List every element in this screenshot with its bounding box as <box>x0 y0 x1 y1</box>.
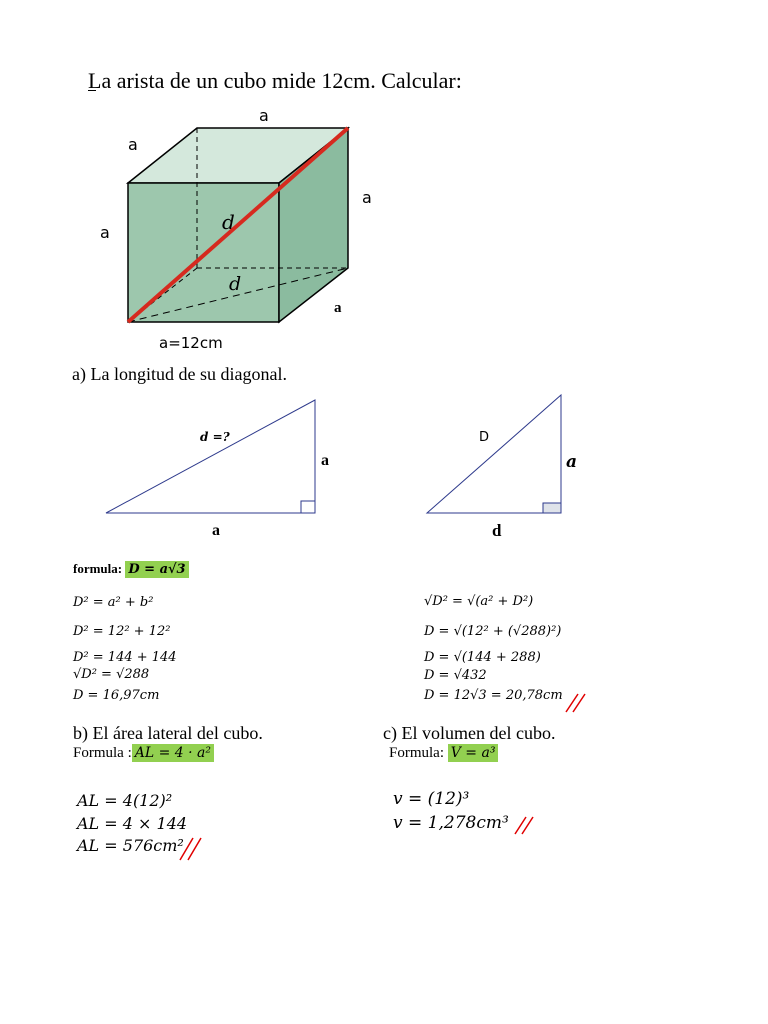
triangle-2-right-angle <box>543 503 561 513</box>
triangle-2-base-label: d <box>492 521 502 540</box>
triangle-2-shape <box>427 395 561 513</box>
triangle-1-hypotenuse-label: d =? <box>200 430 230 444</box>
triangle-1-vertical-label: a <box>321 452 329 469</box>
formula-a-label: formula: <box>73 561 123 576</box>
left-step-4: √D² = √288 <box>73 667 150 682</box>
left-step-3: D² = 144 + 144 <box>73 650 177 665</box>
formula-a-expression: D = a√3 <box>125 561 188 578</box>
cube-label-top: a <box>259 106 269 125</box>
part-b-heading: b) El área lateral del cubo. <box>73 723 263 743</box>
volume-step-2: v = 1,278cm³ <box>393 813 509 833</box>
part-a-heading: a) La longitud de su diagonal. <box>72 364 287 384</box>
volume-step-1: v = (12)³ <box>393 789 470 809</box>
area-step-2: AL = 4 × 144 <box>77 814 188 833</box>
triangle-2-vertical-label: a <box>566 452 578 472</box>
right-step-3: D = √(144 + 288) <box>424 650 541 665</box>
check-mark-diagonal <box>566 694 585 712</box>
check-mark-volume <box>515 817 533 834</box>
triangle-1-base-label: a <box>212 522 220 539</box>
formula-b-expression: AL = 4 · a² <box>132 744 214 762</box>
triangle-1-shape <box>106 400 315 513</box>
right-step-1: √D² = √(a² + D²) <box>424 594 534 609</box>
left-step-1: D² = a² + b² <box>73 595 154 610</box>
area-step-1: AL = 4(12)² <box>77 791 173 810</box>
right-step-4: D = √432 <box>424 668 487 683</box>
formula-a <box>73 561 189 577</box>
right-step-2: D = √(12² + (√288)²) <box>424 624 562 639</box>
cube-label-left: a <box>100 223 110 242</box>
triangle-2-hypotenuse-label: D <box>479 430 490 445</box>
check-marks <box>180 694 585 860</box>
formula-b-label: Formula : <box>73 745 132 761</box>
face-diagonal-label: d <box>229 273 242 295</box>
formula-b <box>73 745 214 762</box>
page-title: La arista de un cubo mide 12cm. Calcular: <box>88 68 462 93</box>
left-step-5: D = 16,97cm <box>73 688 160 703</box>
formula-c-expression: V = a³ <box>448 744 499 762</box>
cube-label-top-left: a <box>128 135 138 154</box>
part-c-heading: c) El volumen del cubo. <box>383 723 556 743</box>
cube-label-right: a <box>362 188 372 207</box>
edge-value: a=12cm <box>159 334 223 352</box>
triangle-1-right-angle <box>301 501 315 513</box>
area-step-3: AL = 576cm² <box>77 836 184 855</box>
formula-c-label: Formula: <box>389 745 444 761</box>
left-step-2: D² = 12² + 12² <box>73 624 171 639</box>
cube-label-bottom-right: a <box>334 300 342 316</box>
formula-c <box>389 745 498 762</box>
triangle-2 <box>427 395 561 513</box>
right-step-5: D = 12√3 = 20,78cm <box>424 688 563 703</box>
triangle-1 <box>106 400 315 513</box>
space-diagonal-label: d <box>222 210 235 234</box>
